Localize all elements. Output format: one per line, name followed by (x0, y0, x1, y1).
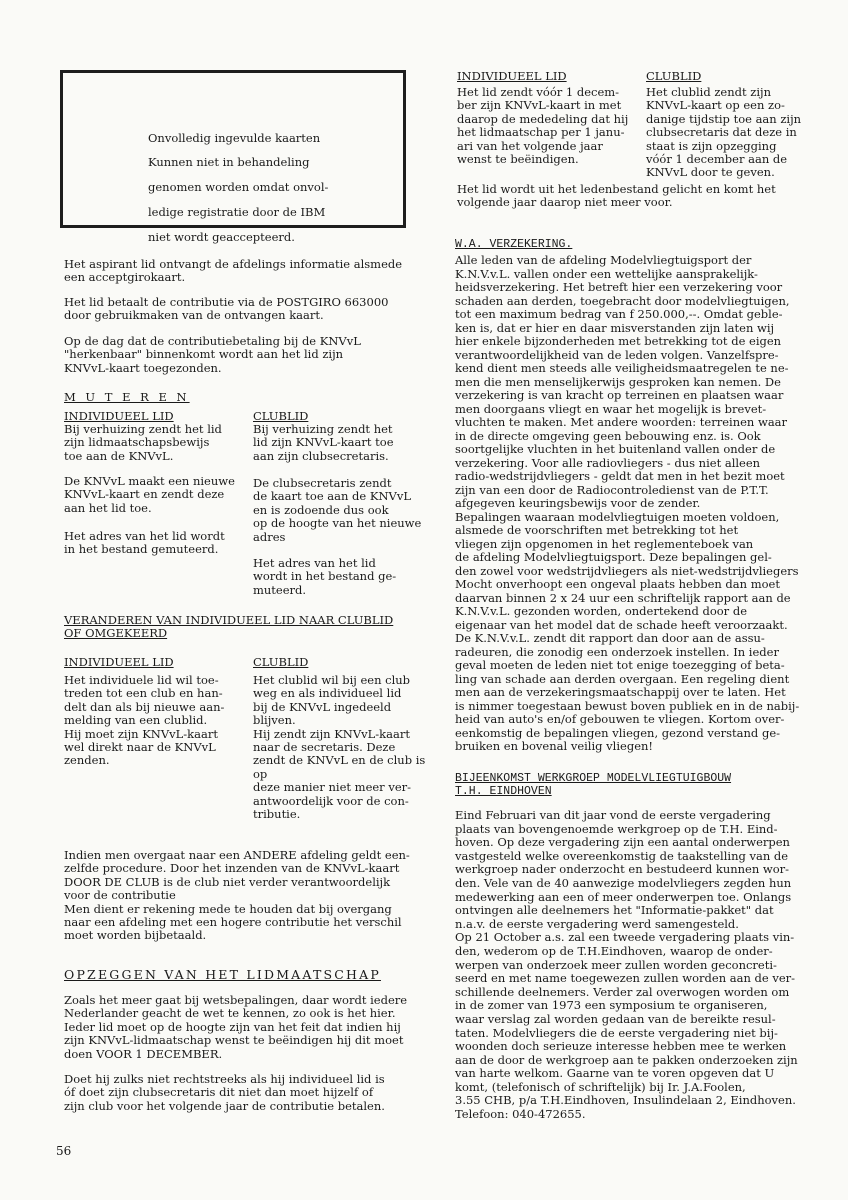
text-line: staat is zijn opzegging (646, 138, 777, 153)
notice-line: Onvolledig ingevulde kaarten (148, 130, 321, 145)
text-line: het lidmaatschap per 1 janu- (457, 125, 625, 140)
text-line: den zowel voor wedstrijdvliegers als niet-wedstrijdvliegers (455, 563, 799, 578)
text-line: wel direkt naar de KNVvL (64, 740, 216, 755)
verzekering-body (455, 254, 835, 754)
text-line: Het clublid zendt zijn (646, 85, 771, 99)
text-line: tributie. (253, 807, 301, 822)
text-line: seerd en met name toegewezen zullen worden aan de ver- (455, 971, 796, 986)
text-line: door gebruikmaken van de ontvangen kaart. (64, 308, 324, 323)
heading-line: OF OMGEKEERD (64, 626, 168, 641)
text-line: den. Vele van de 40 aanwezige modelvliegers zegden hun (455, 875, 792, 890)
text-line: zijn club voor het volgende jaar de contributie betalen. (64, 1098, 385, 1113)
text-line: verzekering. Voor alle radiovliegers - dus niet alleen (455, 455, 761, 470)
text-line: Het adres van het lid wordt (64, 529, 225, 543)
text-line: doen VOOR 1 DECEMBER. (64, 1046, 223, 1061)
muteren-club-p3 (253, 557, 438, 597)
opzeggen-paragraph-1 (64, 994, 449, 1061)
text-line: lid zijn KNVvL-kaart toe (253, 435, 394, 450)
text-line: Zoals het meer gaat bij wetsbepalingen, daar wordt iedere (64, 993, 408, 1007)
opzeggen-heading: OPZEGGEN VAN HET LIDMAATSCHAP (64, 967, 381, 982)
text-line: n.a.v. de eerste vergadering werd samengesteld. (455, 916, 739, 931)
text-line: in het bestand gemuteerd. (64, 542, 219, 557)
text-line: is nimmer toegestaan bewust boven publiek en in de nabij- (455, 698, 800, 713)
text-line: den, wederom op de T.H.Eindhoven, waarop de onder- (455, 943, 773, 958)
text-line: "herkenbaar" binnenkomt wordt aan het lid zijn (64, 347, 344, 362)
text-line: óf doet zijn clubsecretaris dit niet dan moet hijzelf of (64, 1085, 374, 1100)
text-line: De clubsecretaris zendt (253, 476, 392, 490)
muteren-individual-p3 (64, 530, 249, 557)
text-line: werpen van onderzoek meer zullen worden geconcreti- (455, 957, 777, 972)
text-line: van harte welkom. Gaarne van te voren opgeven dat U (455, 1066, 775, 1081)
text-line: kend dient men steeds alle veiligheidsmaatregelen te ne- (455, 361, 789, 375)
text-line: radio-wedstrijdvliegers - geldt dat men in het bezit moet (455, 469, 785, 483)
veranderen-individual-heading: INDIVIDUEEL LID (64, 655, 174, 669)
text-line: vluchten te maken. Met andere woorden: terreinen waar (455, 415, 788, 429)
right-top-individual-heading: INDIVIDUEEL LID (457, 69, 567, 83)
text-line: zijn van een door de Radiocontroledienst van de P.T.T. (455, 482, 769, 497)
text-line: Bij verhuizing zendt het (253, 422, 393, 436)
veranderen-club-heading: CLUBLID (253, 655, 309, 669)
text-line: zendt de KNVvL en de club is op (253, 753, 426, 781)
heading-line: T.H. EINDHOVEN (455, 785, 552, 799)
text-line: danige tijdstip toe aan zijn (646, 111, 802, 126)
veranderen-footer (64, 849, 444, 943)
text-line: blijven. (253, 713, 296, 728)
text-line: toe aan de KNVvL. (64, 448, 174, 463)
text-line: ontvingen alle deelnemers het "Informatie-pakket" dat (455, 903, 774, 918)
text-line: weg en als individueel lid (253, 686, 402, 701)
muteren-club-heading: CLUBLID (253, 409, 309, 423)
text-line: KNVvL door te geven. (646, 165, 775, 180)
text-line: schaden aan derden, toegebracht door modelvliegtuigen, (455, 293, 790, 308)
text-line: daarvan binnen 2 x 24 uur een schriftelijk rapport aan de (455, 590, 791, 605)
text-line: K.N.V.v.L. vallen onder een wettelijke aansprakelijk- (455, 266, 758, 281)
text-line: volgende jaar daarop niet meer voor. (457, 195, 673, 210)
text-line: werkgroep nader onderzocht en bestudeerd kunnen wor- (455, 862, 790, 877)
muteren-heading: M U T E R E N (64, 390, 190, 404)
text-line: woonden doch serieuze interesse hebben mee te werken (455, 1039, 787, 1054)
text-line: alsmede de voorschriften met betrekking tot het (455, 523, 739, 537)
opzeggen-paragraph-2 (64, 1073, 449, 1113)
text-line: aan het lid toe. (64, 500, 152, 515)
text-line: adres (253, 529, 286, 544)
text-line: vóór 1 december aan de (646, 152, 788, 167)
text-line: Eind Februari van dit jaar vond de eerste vergadering (455, 808, 771, 822)
veranderen-individual-text (64, 674, 249, 768)
right-top-footer (457, 183, 827, 210)
text-line: hoven. Op deze vergadering zijn een aantal onderwerpen (455, 835, 790, 850)
text-line: ari van het volgende jaar (457, 138, 603, 153)
bijeenkomst-heading (455, 772, 840, 799)
text-line: Het individuele lid wil toe- (64, 673, 219, 687)
text-line: in de directe omgeving geen bebouwing enz. is. Ook (455, 428, 761, 443)
text-line: afgegeven keuringsbewijs voor de zender. (455, 496, 701, 510)
text-line: 3.55 CHB, p/a T.H.Eindhoven, Insulindelaan 2, Eindhoven. (455, 1093, 796, 1108)
text-line: schillende deelnemers. Verder zal overwogen worden om (455, 984, 790, 999)
muteren-individual-p1 (64, 423, 249, 463)
text-line: melding van een clublid. (64, 713, 208, 728)
text-line: wordt in het bestand ge- (253, 569, 397, 584)
text-line: vastgesteld welke overeenkomstig de taakstelling van de (455, 848, 789, 863)
text-line: KNVvL-kaart toegezonden. (64, 360, 222, 375)
text-line: soortgelijke vluchten in het buitenland vallen onder de (455, 442, 776, 456)
notice-line: genomen worden omdat onvol- (148, 180, 329, 195)
text-line: zenden. (64, 753, 110, 768)
muteren-club-p1 (253, 423, 438, 463)
text-line: naar een afdeling met een hogere contributie het verschil (64, 915, 402, 930)
right-top-individual-text (457, 86, 637, 166)
text-line: Het lid betaalt de contributie via de POSTGIRO 663000 (64, 295, 389, 309)
text-line: Bepalingen waaraan modelvliegtuigen moeten voldoen, (455, 509, 780, 524)
text-line: Men dient er rekening mede te houden dat bij overgang (64, 901, 392, 916)
intro-paragraph-2 (64, 296, 434, 323)
text-line: vliegen zijn opgenomen in het reglementeboek van (455, 536, 754, 551)
text-line: Nederlander geacht de wet te kennen, zo ook is het hier. (64, 1006, 396, 1021)
text-line: men die men menselijkerwijs gesproken kan nemen. De (455, 374, 781, 389)
heading-line: BIJEENKOMST WERKGROEP MODELVLIEGTUIGBOUW (455, 772, 732, 785)
text-line: aan de door de werkgroep aan te pakken onderzoeken zijn (455, 1052, 798, 1067)
text-line: K.N.V.v.L. gezonden worden, ondertekend door de (455, 604, 747, 618)
notice-line: Kunnen niet in behandeling (148, 155, 310, 170)
heading-line: VERANDEREN VAN INDIVIDUEEL LID NAAR CLUBLID (64, 613, 394, 627)
text-line: komt, (telefonisch of schriftelijk) bij Ir. J.A.Foolen, (455, 1079, 746, 1094)
page-number: 56 (56, 1144, 72, 1158)
text-line: Hij moet zijn KNVvL-kaart (64, 726, 218, 741)
text-line: en is zodoende dus ook (253, 502, 389, 517)
text-line: Op 21 October a.s. zal een tweede vergadering plaats vin- (455, 930, 795, 945)
veranderen-club-text (253, 674, 443, 821)
text-line: moet worden bijbetaald. (64, 928, 207, 943)
text-line: hier enkele bijzonderheden met betrekking tot de eigen (455, 334, 782, 348)
text-line: op de hoogte van het nieuwe (253, 516, 422, 531)
text-line: Het lid wordt uit het ledenbestand gelicht en komt het (457, 182, 776, 196)
text-line: men doorgaans vliegt en waar het mogelijk is brevet- (455, 401, 767, 416)
text-line: ling van schade aan derden overgaan. Een regeling dient (455, 671, 790, 686)
text-line: Het clublid wil bij een club (253, 673, 411, 687)
right-top-club-heading: CLUBLID (646, 69, 702, 83)
text-line: voor de contributie (64, 888, 176, 903)
bijeenkomst-body (455, 809, 835, 1122)
text-line: zijn lidmaatschapsbewijs (64, 435, 210, 450)
text-line: men aan de verzekeringsmaatschappij over te laten. Het (455, 685, 786, 699)
text-line: Doet hij zulks niet rechtstreeks als hij individueel lid is (64, 1072, 385, 1086)
text-line: waar verslag zal worden gedaan van de bereikte resul- (455, 1011, 776, 1026)
text-line: plaats van bovengenoemde werkgroep op de T.H. Eind- (455, 821, 778, 836)
muteren-individual-heading: INDIVIDUEEL LID (64, 409, 174, 423)
text-line: de kaart toe aan de KNVvL (253, 489, 411, 504)
text-line: Telefoon: 040-472655. (455, 1107, 586, 1122)
text-line: geval moeten de leden niet tot enige toezegging of beta- (455, 658, 785, 672)
text-line: treden tot een club en han- (64, 686, 223, 701)
text-line: bruiken en bovenal veilig vliegen! (455, 739, 654, 753)
notice-line: niet wordt geaccepteerd. (148, 230, 295, 245)
text-line: Het adres van het lid (253, 556, 376, 570)
text-line: verzekering is van kracht op terreinen en plaatsen waar (455, 388, 784, 402)
intro-paragraph-3 (64, 335, 434, 375)
text-line: heidsverzekering. Het betreft hier een verzekering voor (455, 280, 783, 294)
verzekering-heading: W.A. VERZEKERING. (455, 238, 573, 251)
text-line: radeuren, die zonodig een onderzoek instellen. In ieder (455, 644, 779, 659)
text-line: antwoordelijk voor de con- (253, 793, 409, 808)
text-line: deze manier niet meer ver- (253, 780, 412, 795)
text-line: zelfde procedure. Door het inzenden van de KNVvL-kaart (64, 861, 400, 876)
text-line: De KNVvL maakt een nieuwe (64, 474, 235, 488)
text-line: taten. Modelvliegers die de eerste vergadering niet bij- (455, 1025, 778, 1040)
text-line: tot een maximum bedrag van f 250.000,--. Omdat geble- (455, 307, 783, 321)
text-line: ken is, dat er hier en daar misverstanden zijn laten wij (455, 320, 775, 335)
text-line: Op de dag dat de contributiebetaling bij de KNVvL (64, 334, 361, 348)
text-line: KNVvL-kaart op een zo- (646, 98, 785, 113)
text-line: verantwoordelijkheid van de leden volgen. Vanzelfspre- (455, 347, 779, 362)
text-line: ber zijn KNVvL-kaart in met (457, 98, 622, 113)
text-line: Bij verhuizing zendt het lid (64, 422, 222, 436)
muteren-individual-p2 (64, 475, 249, 515)
text-line: muteerd. (253, 582, 307, 597)
text-line: Hij zendt zijn KNVvL-kaart (253, 726, 410, 741)
text-line: Mocht onverhoopt een ongeval plaats hebben dan moet (455, 577, 780, 591)
text-line: Het aspirant lid ontvangt de afdelings informatie alsmede (64, 257, 403, 271)
muteren-club-p2 (253, 477, 438, 544)
notice-line: ledige registratie door de IBM (148, 205, 326, 220)
text-line: Ieder lid moet op de hoogte zijn van het feit dat indien hij (64, 1019, 401, 1034)
right-top-club-text (646, 86, 826, 180)
text-line: in de zomer van 1973 een symposium te organiseren, (455, 998, 768, 1013)
text-line: Indien men overgaat naar een ANDERE afdeling geldt een- (64, 848, 410, 862)
text-line: De K.N.V.v.L. zendt dit rapport dan door aan de assu- (455, 631, 765, 645)
text-line: eigenaar van het model dat de schade heeft veroorzaakt. (455, 617, 788, 632)
veranderen-heading (64, 614, 444, 641)
text-line: wenst te beëindigen. (457, 152, 579, 167)
text-line: delt dan als bij nieuwe aan- (64, 699, 225, 714)
text-line: KNVvL-kaart en zendt deze (64, 487, 225, 502)
text-line: naar de secretaris. Deze (253, 740, 396, 755)
text-line: een acceptgirokaart. (64, 270, 186, 285)
text-line: Alle leden van de afdeling Modelvliegtuigsport der (455, 253, 752, 267)
text-line: clubsecretaris dat deze in (646, 125, 797, 140)
text-line: heid van auto's en/of gebouwen te vliegen. Kortom over- (455, 712, 785, 726)
text-line: bij de KNVvL ingedeeld (253, 699, 392, 714)
intro-paragraph-1 (64, 258, 434, 285)
text-line: eenkomstig de bepalingen vliegen, gezond verstand ge- (455, 725, 781, 740)
text-line: medewerking aan een of meer onderwerpen toe. Onlangs (455, 889, 792, 904)
text-line: Het lid zendt vóór 1 decem- (457, 85, 620, 99)
notice-text (148, 120, 348, 256)
text-line: zijn KNVvL-lidmaatschap wenst te beëindigen hij dit moet (64, 1033, 404, 1048)
text-line: aan zijn clubsecretaris. (253, 448, 389, 463)
text-line: DOOR DE CLUB is de club niet verder verantwoordelijk (64, 874, 391, 889)
text-line: daarop de mededeling dat hij (457, 111, 629, 126)
notice-box (60, 70, 406, 245)
text-line: de afdeling Modelvliegtuigsport. Deze bepalingen gel- (455, 550, 772, 564)
